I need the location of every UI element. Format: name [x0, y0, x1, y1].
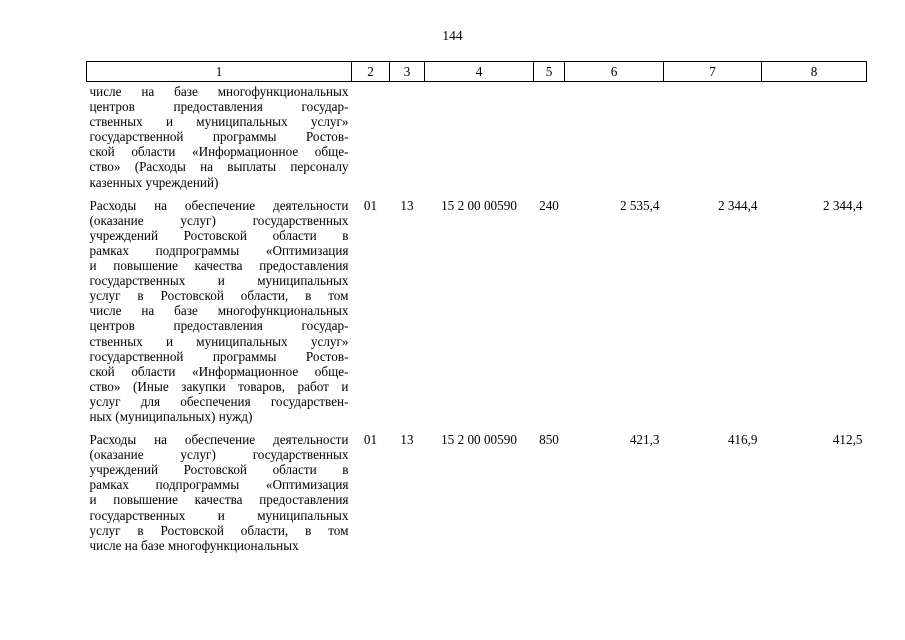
amount-col-7 [664, 82, 762, 190]
description-line: ской области «Информационное обще- [89, 144, 349, 160]
header-col-1: 1 [87, 62, 352, 82]
description-line: числе на базе многофункциональных [89, 84, 349, 99]
header-col-8: 8 [762, 62, 867, 82]
description-line: (оказание услуг) государственных [89, 212, 349, 228]
description-line: ственных и муниципальных услуг» [89, 114, 349, 130]
description-line: ство» (Иные закупки товаров, работ и [89, 378, 349, 394]
amount-col-6: 421,3 [629, 432, 660, 448]
description-line: услуг в Ростовской области, в том [89, 522, 349, 538]
amount-col-6: 2 535,4 [619, 197, 660, 213]
description-line: центров предоставления государ- [89, 318, 349, 334]
budget-table [86, 61, 867, 553]
subsection-code [390, 82, 425, 190]
description-line: рамках подпрограммы «Оптимизация [89, 477, 349, 493]
row-description [87, 190, 352, 424]
amount-col-7: 2 344,4 [717, 197, 758, 213]
header-col-5: 5 [534, 62, 565, 82]
table-body [87, 82, 867, 553]
description-line: Расходы на обеспечение деятельности [89, 432, 349, 448]
expense-type-code: 850 [539, 432, 559, 448]
expense-type-code: 240 [539, 197, 559, 213]
description-line: ской области «Информационное обще- [89, 363, 349, 379]
subsection-code: 13 [400, 197, 414, 213]
description-line: и повышение качества предоставления [89, 258, 349, 274]
description-line: числе на базе многофункциональных [89, 303, 349, 319]
header-col-6: 6 [565, 62, 664, 82]
description-line: услуг в Ростовской области, в том [89, 288, 349, 304]
section-code: 01 [363, 197, 378, 213]
table-row [87, 82, 867, 190]
description-line: государственной программы Ростов- [89, 348, 349, 364]
description-line: учреждений Ростовской области в [89, 462, 349, 478]
header-col-7: 7 [664, 62, 762, 82]
description-line: ственных и муниципальных услуг» [89, 333, 349, 349]
row-description [87, 82, 352, 190]
description-line: государственной программы Ростов- [89, 129, 349, 145]
description-line: учреждений Ростовской области в [89, 227, 349, 243]
target-article-code [425, 82, 534, 190]
header-col-4: 4 [425, 62, 534, 82]
description-line: государственных и муниципальных [89, 507, 349, 523]
target-article-code: 15 2 00 00590 [441, 197, 517, 213]
description-line: центров предоставления государ- [89, 99, 349, 115]
header-col-3: 3 [390, 62, 425, 82]
amount-col-8 [762, 82, 867, 190]
section-code: 01 [363, 432, 378, 448]
header-col-2: 2 [352, 62, 390, 82]
page-number: 144 [442, 28, 463, 43]
description-line: услуг для обеспечения государствен- [89, 393, 349, 409]
header-row [87, 62, 867, 82]
amount-col-6 [565, 82, 664, 190]
description-line: ство» (Расходы на выплаты персоналу [89, 159, 349, 175]
row-description [87, 424, 352, 553]
table-row [87, 424, 867, 553]
amount-col-7: 416,9 [727, 432, 758, 448]
description-line: рамках подпрограммы «Оптимизация [89, 242, 349, 258]
target-article-code: 15 2 00 00590 [441, 432, 517, 448]
description-line: (оказание услуг) государственных [89, 447, 349, 463]
description-line: ных (муниципальных) нужд) [89, 408, 253, 424]
amount-col-8: 2 344,4 [822, 197, 863, 213]
expense-type-code [534, 82, 565, 190]
description-line: числе на базе многофункциональных [89, 537, 299, 553]
table-row [87, 190, 867, 424]
section-code [352, 82, 390, 190]
description-line: государственных и муниципальных [89, 273, 349, 289]
description-line: и повышение качества предоставления [89, 492, 349, 508]
subsection-code: 13 [400, 432, 414, 448]
description-line: Расходы на обеспечение деятельности [89, 197, 349, 213]
description-line: казенных учреждений) [89, 174, 219, 190]
amount-col-8: 412,5 [832, 432, 863, 448]
table-header [87, 62, 867, 82]
